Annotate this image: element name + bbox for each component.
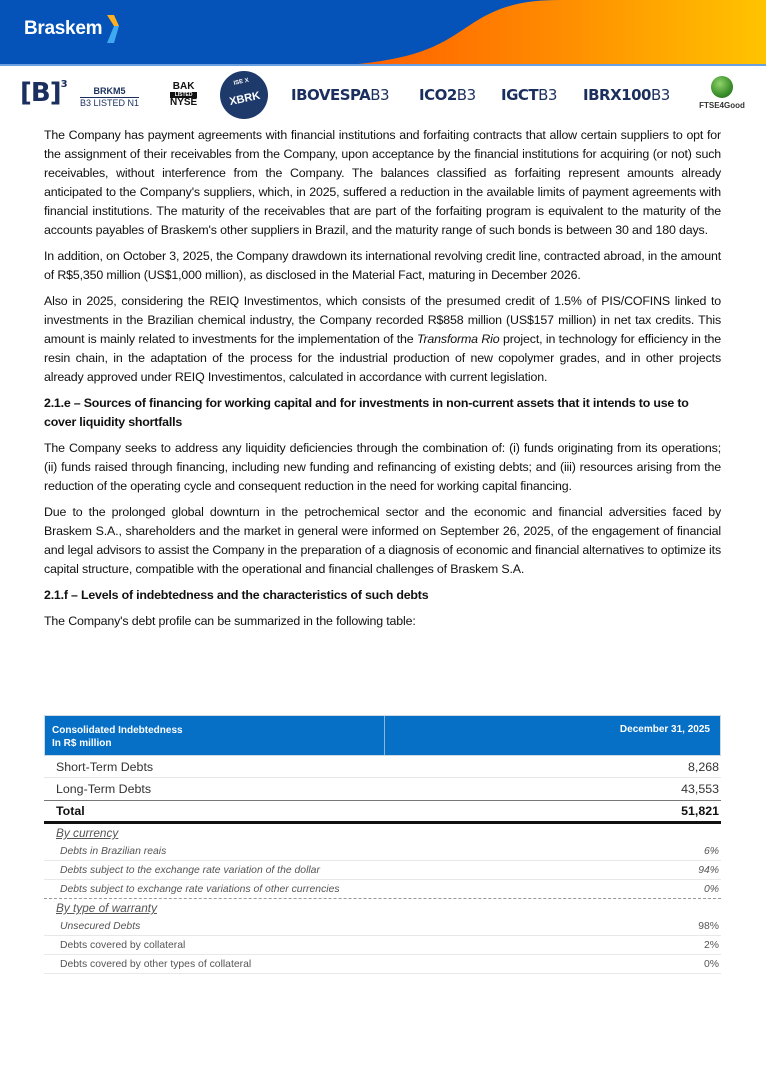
b3-logo: $[B]^3$: [20, 78, 67, 108]
nyse-bak-logo: BAK LISTED NYSE: [170, 81, 198, 108]
section-by-currency: By currency: [56, 826, 119, 840]
ibovespa-logo: IBOVESPAB3: [291, 86, 390, 104]
braskem-chevron-icon: [106, 14, 120, 44]
table-row: Debts covered by collateral 2%: [44, 936, 721, 955]
table-row: Long-Term Debts 43,553: [56, 782, 719, 796]
brand-name: Braskem: [24, 18, 103, 39]
brkm5-logo: BRKM5 B3 LISTED N1: [80, 86, 140, 108]
table-row: Debts subject to exchange rate variations of other currencies 0%: [44, 880, 721, 899]
heading-2-1-e: 2.1.e – Sources of financing for working capital and for investments in non-current assets that it intends to use to cover liquidity shortfalls: [44, 396, 689, 429]
igct-logo: IGCTB3: [501, 86, 557, 104]
section-by-warranty: By type of warranty: [56, 901, 157, 915]
table-row: Debts subject to the exchange rate variation of the dollar 94%: [44, 861, 721, 880]
table-row: Debts in Brazilian reais 6%: [44, 842, 721, 861]
ftse4good-logo: FTSE4Good: [692, 76, 752, 110]
table-row: Unsecured Debts 98%: [44, 917, 721, 936]
paragraph-debt-profile-intro: The Company's debt profile can be summarized in the following table:: [44, 614, 416, 628]
table-header: [44, 715, 721, 756]
paragraph-revolving-credit: In addition, on October 3, 2025, the Company drawdown its international revolving credit line, contracted abroad, in the amount of R$5,350 million (US$1,000 million), as disclosed in the Material Fact, maturing in December 2026.: [44, 249, 721, 282]
table-row: Debts covered by other types of collateral 0%: [44, 955, 721, 974]
paragraph-forfaiting: The Company has payment agreements with financial institutions and forfaiting contracts that allow certain suppliers to opt for the assignment of their receivables from the Company, upon acceptance by the financial institutions for acquiring (or not) such receivables, without interference from the Company. The balances classified as forfaiting represent amounts already anticipated to the Company's suppliers, which, in 2025, suffered a reduction in the available limits of payment agreements with financial institutions. The maturity of the receivables that are part of the forfaiting program is equivalent to the maturity of the accounts payables of Braskem's other suppliers in Brazil, and the maturity range of such bonds is between 30 and 180 days.: [44, 128, 721, 237]
header-col-label: Consolidated Indebtedness In R$ million: [45, 716, 385, 755]
banner-underline: [0, 64, 766, 66]
header-banner: [0, 0, 766, 66]
table-row: Short-Term Debts 8,268: [44, 756, 721, 778]
header-col-date: December 31, 2025: [619, 724, 710, 735]
globe-icon: [711, 76, 733, 98]
table-row-total: Total 51,821: [44, 800, 721, 824]
paragraph-downturn: Due to the prolonged global downturn in the petrochemical sector and the economic and financial adversities faced by Braskem S.A., shareholders and the market in general were informed on September 26, 2025, of the engagement of financial and legal advisors to assist the Company in the preparation of a diagnosis of economic and financial alternatives to optimize its capital structure, compatible with the operational and financial challenges of Braskem S.A.: [44, 505, 721, 576]
xbrk-badge: ISE X XBRK: [216, 67, 273, 124]
paragraph-liquidity: The Company seeks to address any liquidity deficiencies through the combination of: (i) funds originating from its operations; (ii) funds raised through financing, including new funding and refinancing of existing debts; and (iii) resources arising from the reduction of the operating cycle and consequent reduction in the need for working capital financing.: [44, 441, 721, 493]
ico2-logo: ICO2B3: [419, 86, 476, 104]
braskem-logo: [24, 14, 120, 44]
document-body: [44, 126, 721, 631]
indebtedness-table: [44, 715, 721, 974]
index-logos-row: [0, 68, 766, 120]
heading-2-1-f: 2.1.f – Levels of indebtedness and the characteristics of such debts: [44, 588, 429, 602]
ibrx100-logo: IBRX100B3: [583, 86, 670, 104]
paragraph-reiq: Also in 2025, considering the REIQ Investimentos, which consists of the presumed credit of 1.5% of PIS/COFINS linked to investments in the Brazilian chemical industry, the Company recorded R$858 million (US$157 million) in net tax credits. This amount is mainly related to investments for the implementation of the Transforma Rio project, in technology for efficiency in the resin chain, in the adaptation of the process for the industrial production of new copolymer grades, and in other projects already approved under REIQ Investimentos, calculated in accordance with current legislation.: [44, 294, 722, 384]
